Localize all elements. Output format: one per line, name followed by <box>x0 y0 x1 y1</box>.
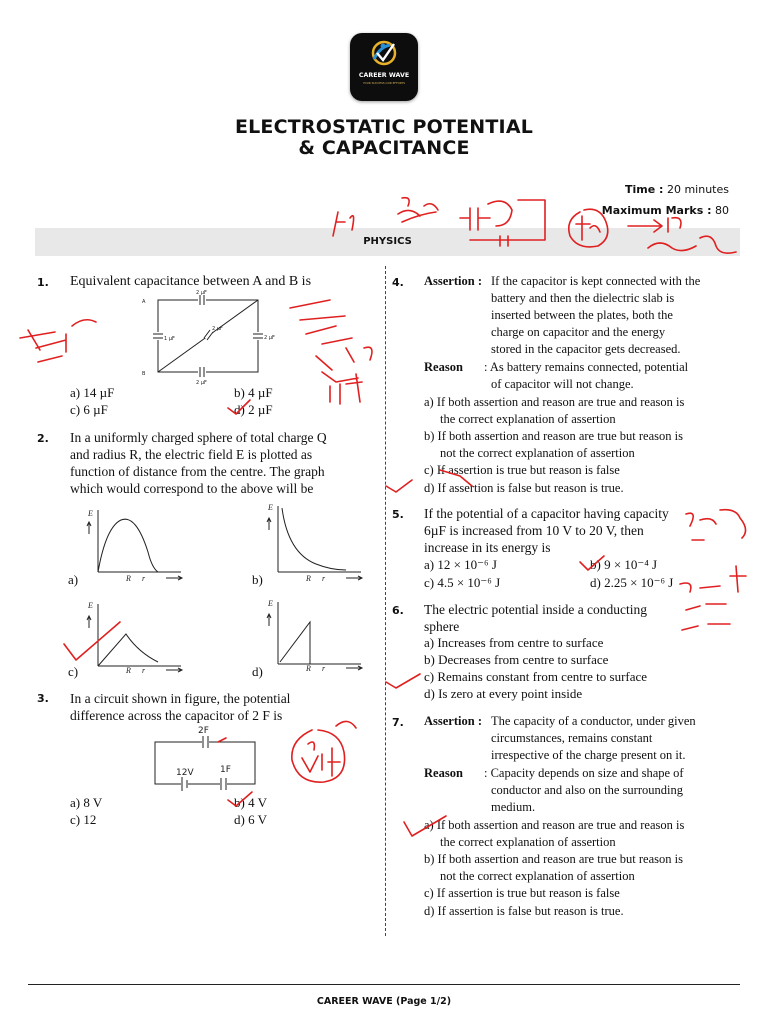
q1-label-diag: 2 µF <box>212 326 223 332</box>
q3-option-c[interactable]: c) 12 <box>70 812 97 827</box>
logo-emblem-icon <box>350 33 418 101</box>
q6-option-b[interactable]: b) Decreases from centre to surface <box>424 652 609 667</box>
q4-reason-label: Reason <box>424 360 463 374</box>
q3-label-2f: 2F <box>198 726 209 736</box>
q4-assertion-line-3: inserted between the plates, both the <box>491 308 673 322</box>
q5-number: 5. <box>392 508 404 521</box>
q3-number: 3. <box>37 692 49 705</box>
q1-option-a[interactable]: a) 14 µF <box>70 385 115 400</box>
time-label: Time : <box>625 183 664 196</box>
q4-option-a-cont: the correct explanation of assertion <box>440 412 616 426</box>
q7-option-d[interactable]: d) If assertion is false but reason is true. <box>424 904 624 918</box>
time-info <box>625 183 729 196</box>
q1-label-b: B <box>142 371 146 377</box>
q2-graph-c <box>86 596 186 676</box>
q4-option-b[interactable]: b) If both assertion and reason are true but reason is <box>424 429 683 443</box>
q2a-rcap-label: R <box>126 574 131 583</box>
q2b-e-label: E <box>268 503 273 512</box>
q3-label-12v: 12V <box>176 768 194 778</box>
q1-label-right: 2 µF <box>264 335 275 341</box>
time-value: 20 minutes <box>666 183 729 196</box>
q3-circuit-figure <box>150 722 262 792</box>
q5-option-d[interactable]: d) 2.25 × 10⁻⁶ J <box>590 575 674 590</box>
q1-label-left: 1 µF <box>164 336 175 342</box>
q3-option-a[interactable]: a) 8 V <box>70 795 103 810</box>
q6-line-2: sphere <box>424 619 460 634</box>
q4-option-a[interactable]: a) If both assertion and reason are true and reason is <box>424 395 685 409</box>
q6-option-c[interactable]: c) Remains constant from centre to surface <box>424 669 648 684</box>
q2-option-d[interactable]: d) <box>252 664 263 679</box>
q4-assertion-line-5: stored in the capacitor gets decreased. <box>491 342 681 356</box>
q1-label-top: 2 µF <box>196 290 207 296</box>
q7-option-b-cont: not the correct explanation of assertion <box>440 869 635 883</box>
q1-label-bottom: 2 µF <box>196 380 207 386</box>
q7-option-b[interactable]: b) If both assertion and reason are true but reason is <box>424 852 683 866</box>
footer-rule <box>28 984 740 985</box>
q1-option-b[interactable]: b) 4 µF <box>234 385 273 400</box>
q1-label-a: A <box>142 299 146 305</box>
q5-line-2: 6µF is increased from 10 V to 20 V, then <box>424 523 644 538</box>
logo-tagline: YOUR SUCCESS OUR EFFORTS <box>362 81 406 85</box>
q7-reason-line-1: : Capacity depends on size and shape of <box>484 766 684 780</box>
q6-option-a[interactable]: a) Increases from centre to surface <box>424 635 604 650</box>
section-label: PHYSICS <box>363 236 412 247</box>
q1-circuit-figure <box>138 290 273 385</box>
q4-assertion-line-2: battery and then the dielectric slab is <box>491 291 675 305</box>
q7-option-a[interactable]: a) If both assertion and reason are true and reason is <box>424 818 685 832</box>
q3-label-1f: 1F <box>220 765 231 775</box>
q4-option-b-cont: not the correct explanation of assertion <box>440 446 635 460</box>
q5-option-a[interactable]: a) 12 × 10⁻⁶ J <box>424 557 497 572</box>
q2-option-c[interactable]: c) <box>68 664 79 679</box>
q2a-r-label: r <box>142 574 146 583</box>
q2-option-a[interactable]: a) <box>68 572 79 587</box>
q6-line-1: The electric potential inside a conducting <box>424 602 648 617</box>
q2b-rcap-label: R <box>306 574 311 583</box>
q7-assertion-line-1: The capacity of a conductor, under given <box>491 714 696 728</box>
q4-reason-line-1: : As battery remains connected, potential <box>484 360 689 374</box>
q2-line-3: function of distance from the centre. The graph <box>70 464 325 479</box>
page-footer: CAREER WAVE (Page 1/2) <box>316 996 452 1007</box>
q7-reason-line-2: conductor and also on the surrounding <box>491 783 683 797</box>
q1-text: Equivalent capacitance between A and B is <box>70 274 312 289</box>
marks-value: 80 <box>715 204 729 217</box>
q7-number: 7. <box>392 716 404 729</box>
q7-assertion-label: Assertion : <box>424 714 482 728</box>
q2-number: 2. <box>37 432 49 445</box>
q2b-r-label: r <box>322 574 326 583</box>
q2c-rcap-label: R <box>126 666 131 675</box>
q4-number: 4. <box>392 276 404 289</box>
q2-line-2: and radius R, the electric field E is plotted as <box>70 447 313 462</box>
q2-line-4: which would correspond to the above will be <box>70 481 314 496</box>
column-divider <box>385 266 386 936</box>
q2d-rcap-label: R <box>306 664 311 673</box>
q1-option-d[interactable]: d) 2 µF <box>234 402 273 417</box>
logo-name: CAREER WAVE <box>358 72 410 79</box>
career-wave-logo <box>350 33 418 101</box>
q6-number: 6. <box>392 604 404 617</box>
q2-graph-a <box>86 502 186 584</box>
page-title-line-1: ELECTROSTATIC POTENTIAL <box>234 116 534 138</box>
q7-reason-line-3: medium. <box>491 800 536 814</box>
q4-assertion-line-1: If the capacitor is kept connected with the <box>491 274 701 288</box>
q2c-e-label: E <box>88 601 93 610</box>
q1-number: 1. <box>37 276 49 289</box>
q7-option-c[interactable]: c) If assertion is true but reason is false <box>424 886 620 900</box>
q2-line-1: In a uniformly charged sphere of total charge Q <box>70 430 327 445</box>
q5-line-1: If the potential of a capacitor having capacity <box>424 506 669 521</box>
q2-option-b[interactable]: b) <box>252 572 263 587</box>
q6-option-d[interactable]: d) Is zero at every point inside <box>424 686 583 701</box>
q4-assertion-line-4: charge on capacitor and the energy <box>491 325 666 339</box>
q2-graph-d <box>266 594 366 674</box>
q1-option-c[interactable]: c) 6 µF <box>70 402 108 417</box>
q2d-e-label: E <box>268 599 273 608</box>
q2a-e-label: E <box>88 509 93 518</box>
q4-option-d[interactable]: d) If assertion is false but reason is true. <box>424 481 624 495</box>
q7-option-a-cont: the correct explanation of assertion <box>440 835 616 849</box>
q4-reason-line-2: of capacitor will not change. <box>491 377 634 391</box>
q3-option-d[interactable]: d) 6 V <box>234 812 267 827</box>
q5-line-3: increase in its energy is <box>424 540 551 555</box>
q5-option-c[interactable]: c) 4.5 × 10⁻⁶ J <box>424 575 501 590</box>
q3-line-2: difference across the capacitor of 2 F is <box>70 708 283 723</box>
q2c-r-label: r <box>142 666 146 675</box>
section-bar <box>35 228 740 256</box>
q3-line-1: In a circuit shown in figure, the potential <box>70 691 291 706</box>
q2d-r-label: r <box>322 664 326 673</box>
marks-label: Maximum Marks : <box>601 204 712 217</box>
q7-assertion-line-3: irrespective of the charge present on it. <box>491 748 686 762</box>
marks-info <box>602 204 729 217</box>
q5-option-b[interactable]: b) 9 × 10⁻⁴ J <box>590 557 658 572</box>
page-title-line-2: & CAPACITANCE <box>298 137 470 159</box>
q4-assertion-label: Assertion : <box>424 274 482 288</box>
q3-option-b[interactable]: b) 4 V <box>234 795 267 810</box>
q7-reason-label: Reason <box>424 766 463 780</box>
q4-option-c[interactable]: c) If assertion is true but reason is false <box>424 463 620 477</box>
q7-assertion-line-2: circumstances, remains constant <box>491 731 653 745</box>
q2-graph-b <box>266 498 366 584</box>
